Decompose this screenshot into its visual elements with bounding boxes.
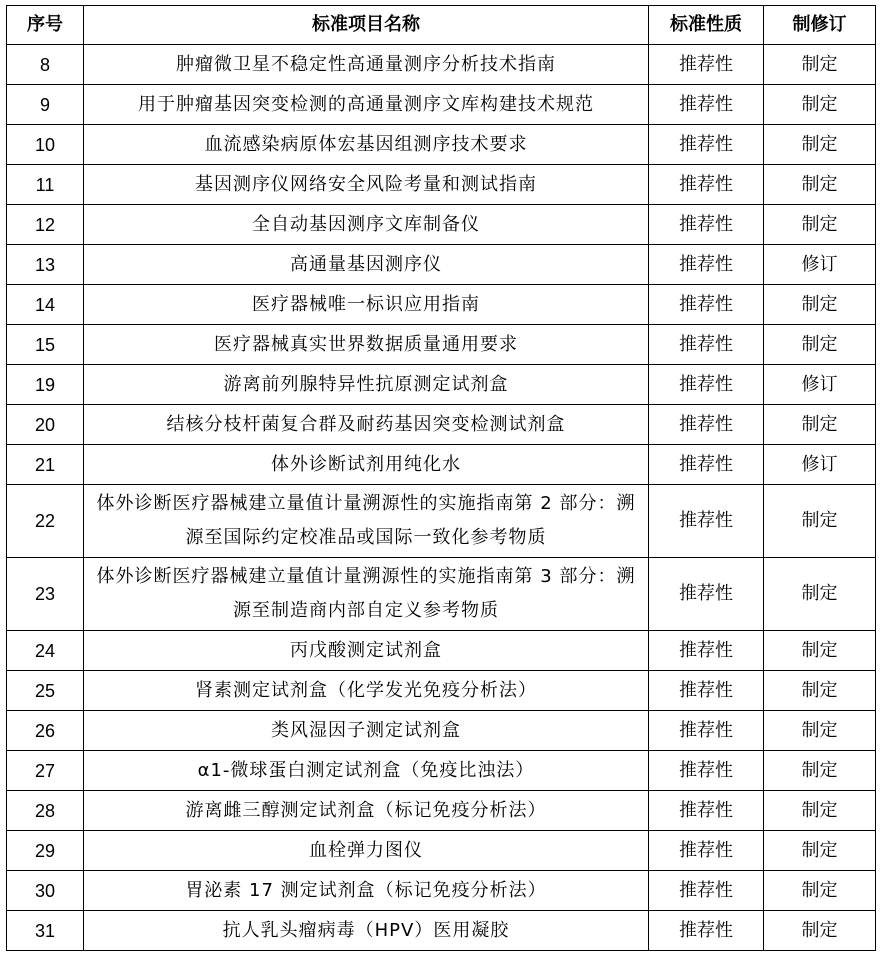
row-name-cell: 胃泌素 17 测定试剂盒（标记免疫分析法） [84, 871, 649, 911]
table-row [7, 205, 876, 245]
row-seq-cell: 20 [7, 405, 84, 445]
row-name-cell: 医疗器械真实世界数据质量通用要求 [84, 325, 649, 365]
table-row [7, 871, 876, 911]
table-row [7, 285, 876, 325]
row-name-cell: 血栓弹力图仪 [84, 831, 649, 871]
row-name-cell: 抗人乳头瘤病毒（HPV）医用凝胶 [84, 911, 649, 951]
row-seq-cell: 28 [7, 791, 84, 831]
row-type-cell: 制定 [764, 558, 876, 631]
row-type-cell: 制定 [764, 831, 876, 871]
row-type-cell: 制定 [764, 205, 876, 245]
table-row [7, 831, 876, 871]
row-nature-cell: 推荐性 [649, 325, 764, 365]
row-nature-cell: 推荐性 [649, 791, 764, 831]
row-nature-cell: 推荐性 [649, 245, 764, 285]
row-seq-cell: 11 [7, 165, 84, 205]
table-header-row [7, 6, 876, 45]
header-name: 标准项目名称 [84, 6, 649, 45]
table-row [7, 405, 876, 445]
row-type-cell: 制定 [764, 791, 876, 831]
table-row [7, 558, 876, 631]
table-row [7, 751, 876, 791]
row-type-cell: 修订 [764, 365, 876, 405]
row-name-cell: 体外诊断试剂用纯化水 [84, 445, 649, 485]
table-row [7, 631, 876, 671]
row-name-cell: 基因测序仪网络安全风险考量和测试指南 [84, 165, 649, 205]
row-nature-cell: 推荐性 [649, 85, 764, 125]
row-seq-cell: 27 [7, 751, 84, 791]
row-seq-cell: 14 [7, 285, 84, 325]
standards-table [6, 5, 876, 951]
header-type: 制修订 [764, 6, 876, 45]
row-name-cell: α1-微球蛋白测定试剂盒（免疫比浊法） [84, 751, 649, 791]
row-type-cell: 修订 [764, 245, 876, 285]
row-nature-cell: 推荐性 [649, 671, 764, 711]
row-nature-cell: 推荐性 [649, 405, 764, 445]
row-type-cell: 制定 [764, 165, 876, 205]
row-nature-cell: 推荐性 [649, 165, 764, 205]
row-nature-cell: 推荐性 [649, 125, 764, 165]
row-seq-cell: 9 [7, 85, 84, 125]
row-seq-cell: 8 [7, 45, 84, 85]
row-seq-cell: 15 [7, 325, 84, 365]
row-name-cell: 肾素测定试剂盒（化学发光免疫分析法） [84, 671, 649, 711]
row-seq-cell: 10 [7, 125, 84, 165]
row-name-cell: 结核分枝杆菌复合群及耐药基因突变检测试剂盒 [84, 405, 649, 445]
row-seq-cell: 29 [7, 831, 84, 871]
row-nature-cell: 推荐性 [649, 751, 764, 791]
row-type-cell: 制定 [764, 485, 876, 558]
row-name-cell: 丙戊酸测定试剂盒 [84, 631, 649, 671]
row-nature-cell: 推荐性 [649, 831, 764, 871]
row-type-cell: 制定 [764, 711, 876, 751]
row-nature-cell: 推荐性 [649, 45, 764, 85]
row-name-cell: 肿瘤微卫星不稳定性高通量测序分析技术指南 [84, 45, 649, 85]
row-type-cell: 制定 [764, 671, 876, 711]
row-seq-cell: 13 [7, 245, 84, 285]
row-seq-cell: 24 [7, 631, 84, 671]
table-row [7, 45, 876, 85]
row-name-cell: 体外诊断医疗器械建立量值计量溯源性的实施指南第 3 部分：溯源至制造商内部自定义参考物质 [84, 558, 649, 631]
table-row [7, 325, 876, 365]
table-row [7, 125, 876, 165]
row-seq-cell: 23 [7, 558, 84, 631]
row-seq-cell: 12 [7, 205, 84, 245]
row-name-cell: 用于肿瘤基因突变检测的高通量测序文库构建技术规范 [84, 85, 649, 125]
row-nature-cell: 推荐性 [649, 711, 764, 751]
row-nature-cell: 推荐性 [649, 485, 764, 558]
row-type-cell: 制定 [764, 85, 876, 125]
table-row [7, 445, 876, 485]
row-name-cell: 体外诊断医疗器械建立量值计量溯源性的实施指南第 2 部分：溯源至国际约定校准品或国际一致化参考物质 [84, 485, 649, 558]
row-nature-cell: 推荐性 [649, 365, 764, 405]
row-type-cell: 制定 [764, 751, 876, 791]
table-row [7, 85, 876, 125]
table-row [7, 671, 876, 711]
row-seq-cell: 19 [7, 365, 84, 405]
row-seq-cell: 25 [7, 671, 84, 711]
row-nature-cell: 推荐性 [649, 205, 764, 245]
row-seq-cell: 30 [7, 871, 84, 911]
row-name-cell: 游离前列腺特异性抗原测定试剂盒 [84, 365, 649, 405]
row-type-cell: 制定 [764, 871, 876, 911]
row-nature-cell: 推荐性 [649, 871, 764, 911]
row-type-cell: 制定 [764, 405, 876, 445]
row-type-cell: 制定 [764, 125, 876, 165]
table-row [7, 245, 876, 285]
row-nature-cell: 推荐性 [649, 911, 764, 951]
standards-table-container [6, 5, 875, 951]
row-nature-cell: 推荐性 [649, 558, 764, 631]
row-nature-cell: 推荐性 [649, 631, 764, 671]
table-row [7, 365, 876, 405]
table-row [7, 165, 876, 205]
table-row [7, 711, 876, 751]
table-row [7, 485, 876, 558]
row-seq-cell: 22 [7, 485, 84, 558]
table-row [7, 911, 876, 951]
row-type-cell: 制定 [764, 325, 876, 365]
row-type-cell: 修订 [764, 445, 876, 485]
row-name-cell: 类风湿因子测定试剂盒 [84, 711, 649, 751]
row-nature-cell: 推荐性 [649, 445, 764, 485]
row-seq-cell: 26 [7, 711, 84, 751]
row-name-cell: 高通量基因测序仪 [84, 245, 649, 285]
row-name-cell: 全自动基因测序文库制备仪 [84, 205, 649, 245]
row-name-cell: 医疗器械唯一标识应用指南 [84, 285, 649, 325]
row-seq-cell: 21 [7, 445, 84, 485]
row-name-cell: 血流感染病原体宏基因组测序技术要求 [84, 125, 649, 165]
row-name-cell: 游离雌三醇测定试剂盒（标记免疫分析法） [84, 791, 649, 831]
row-type-cell: 制定 [764, 631, 876, 671]
table-row [7, 791, 876, 831]
header-nature: 标准性质 [649, 6, 764, 45]
row-nature-cell: 推荐性 [649, 285, 764, 325]
table-body [7, 45, 876, 951]
row-type-cell: 制定 [764, 45, 876, 85]
row-type-cell: 制定 [764, 285, 876, 325]
row-seq-cell: 31 [7, 911, 84, 951]
row-type-cell: 制定 [764, 911, 876, 951]
header-seq: 序号 [7, 6, 84, 45]
